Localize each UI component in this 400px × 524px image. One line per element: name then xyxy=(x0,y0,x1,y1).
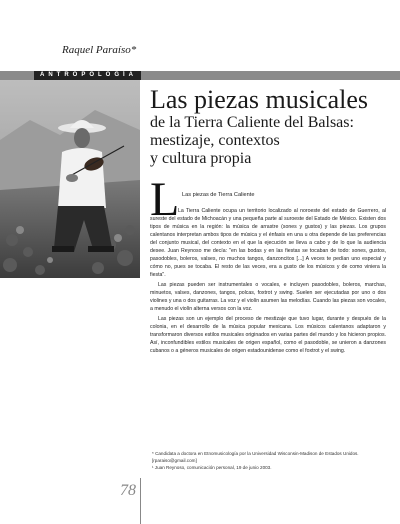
footnote: ¹ Juan Reynoso, comunicación personal, 19 de junio 2003. xyxy=(152,465,272,470)
body-paragraph: Las piezas son un ejemplo del proceso de mestizaje que tuvo lugar, durante y después de la colonia, en el desarrollo de la música popular mexicana. Los músicos calentanos adaptaron y transformaron diversos estilos musicales originados en varias partes del mundo y los hicieron propios. Así, inconfundibles estilos musicales de origen español, como el pasodoble, se unieron a danzones cubanos o a géneros musicales de origen estadounidense como el foxtrot y el swing. xyxy=(150,316,386,354)
drop-cap: L xyxy=(150,173,180,226)
article-subtitle xyxy=(150,114,390,168)
article-body xyxy=(150,207,386,357)
section-subhead: Las piezas de Tierra Caliente xyxy=(182,192,255,198)
footnote: * Candidata a doctora en Etnomusicología por la Universidad Wisconsin-Madison de Estados Unidos. [rparaiso@gmail.com] xyxy=(152,451,359,463)
page-rule xyxy=(140,478,141,524)
author-name: Raquel Paraíso* xyxy=(62,44,137,56)
article-title: Las piezas musicales xyxy=(150,85,369,114)
subtitle-line: y cultura propia xyxy=(150,150,252,167)
subtitle-line: de la Tierra Caliente del Balsas: xyxy=(150,114,354,131)
body-paragraph: La Tierra Caliente ocupa un territorio localizado al noroeste del estado de Guerrero, al sureste del estado de Michoacán y una pequeña parte al suroeste del Estado de México. Existen dos tipos de música en la región: la música de arrastre (sones y gustos) y las piezas. Los grupos calentanos interpretan ambos tipos de música y el énfasis en una u otra depende de las preferencias del conjunto musical, del contexto en el que la ejecución se lleva a cabo y de lo que la audiencia desee. Juan Reynoso me decía: "en las bodas y en las fiestas se tocaban de todo: sones, gustos, pasodobles, boleros, valses, no muchos tangos, danzoncitos [...] A veces te pedían uno especial y cómo no, pues se tocaba. El resto de las veces, era a gusto de los músicos y de como viniera la fiesta". xyxy=(150,208,386,278)
body-paragraph: Las piezas pueden ser instrumentales o vocales, e incluyen pasodobles, boleros, marchas, minuetos, valses, danzones, tangos, polcas, foxtrot y swing. Suelen ser ejecutadas por uno o dos violines y una o dos guitarras. La voz y el violín asumen las melodías. Cuando las piezas son vocales, a menudo el violín alterna versos con la voz. xyxy=(150,282,386,312)
article-photo xyxy=(0,80,140,278)
section-label: ANTROPOLOGÍA xyxy=(34,71,141,80)
subtitle-line: mestizaje, contextos xyxy=(150,132,280,149)
page-number: 78 xyxy=(120,482,136,499)
footnotes xyxy=(152,450,388,471)
